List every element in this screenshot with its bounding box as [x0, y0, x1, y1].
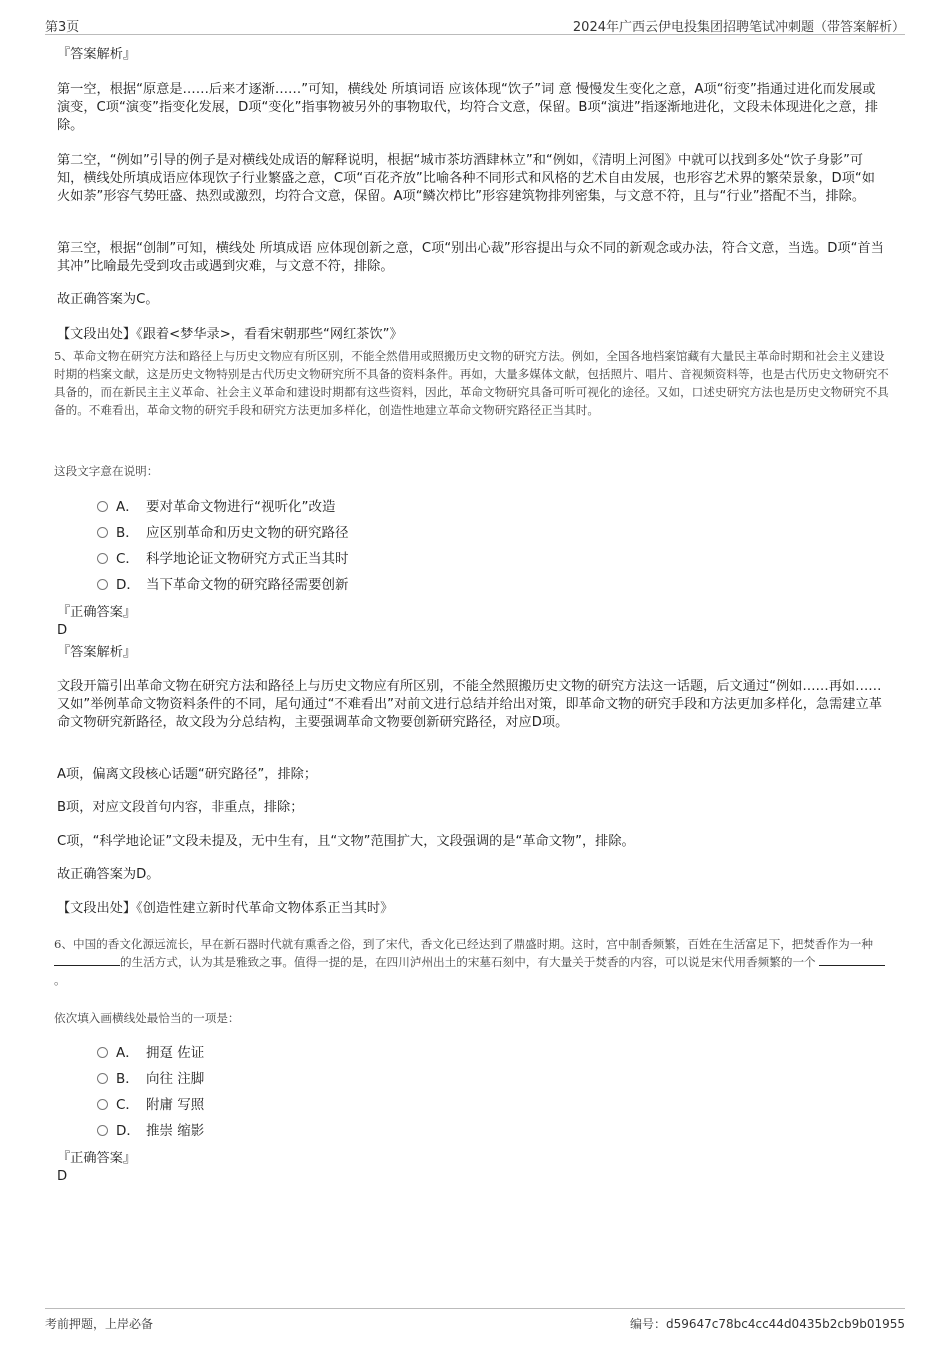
q4-analysis-p2: 第二空，“例如”引导的例子是对横线处成语的解释说明，根据“城市茶坊酒肆林立”和“例如，《清明上河图》中就可以找到多处“饮子身影”可知，横线处所填成语应体现饮子行业繁盛之意，C项“百花齐放”比喻各种不同形式和风格的艺术自由发展，也形容艺术界的繁荣景象，D项“如火如荼”形容气势旺盛、热烈或激烈，均符合文意，保留。A项“鳞次栉比”形容建筑物排列密集，与文意不符，且与“行业”搭配不当，排除。 [57, 153, 875, 204]
q6-option-b[interactable]: B． 向往 注脚 [97, 1069, 204, 1089]
q5-option-d[interactable]: D． 当下革命文物的研究路径需要创新 [97, 575, 349, 595]
radio-icon[interactable] [97, 501, 108, 512]
q5-question: 这段文字意在说明： [54, 464, 159, 478]
q5-analysis-a: A项，偏离文段核心话题“研究路径”，排除； [57, 767, 318, 782]
q6-blank-1 [54, 953, 120, 966]
q4-source: 【文段出处】《跟着<梦华录>，看看宋朝那些“网红茶饮”》 [57, 327, 403, 342]
footer-serial: 编号：d59647c78bc4cc44d0435b2cb9b01955 [629, 1317, 905, 1331]
q5-option-c[interactable]: C． 科学地论证文物研究方式正当其时 [97, 549, 349, 569]
radio-icon[interactable] [97, 1125, 108, 1136]
page-footer [45, 1308, 905, 1333]
q5-conclusion: 故正确答案为D。 [57, 867, 160, 882]
q6-option-c[interactable]: C． 附庸 写照 [97, 1095, 204, 1115]
q5-answer: D [57, 623, 68, 638]
q6-answer-label: 『正确答案』 [57, 1151, 137, 1166]
q5-option-a[interactable]: A． 要对革命文物进行“视听化”改造 [97, 497, 336, 517]
q6-option-a[interactable]: A． 拥趸 佐证 [97, 1043, 204, 1063]
q5-source: 【文段出处】《创造性建立新时代革命文物体系正当其时》 [57, 901, 394, 916]
q5-analysis-c: C项，“科学地论证”文段未提及，无中生有，且“文物”范围扩大，文段强调的是“革命文物”，排除。 [57, 834, 635, 849]
q6-question: 依次填入画横线处最恰当的一项是： [54, 1011, 240, 1025]
radio-icon[interactable] [97, 527, 108, 538]
footer-slogan: 考前押题，上岸必备 [45, 1317, 154, 1331]
q5-analysis-p1: 文段开篇引出革命文物在研究方法和路径上与历史文物应有所区别，不能全然照搬历史文物的研究方法这一话题，后文通过“例如……再如……又如”举例革命文物资料条件的不同，尾句通过“不难看出”对前文进行总结并给出对策，即革命文物的研究手段和方法更加多样化，急需建立革命文物研究新路径，故文段为分总结构，主要强调革命文物要创新研究路径，对应D项。 [57, 679, 882, 730]
q5-answer-label: 『正确答案』 [57, 605, 137, 620]
document-title: 2024年广西云伊电投集团招聘笔试冲刺题（带答案解析） [572, 20, 905, 35]
q6-stem: 6、中国的香文化源远流长，早在新石器时代就有熏香之俗，到了宋代，香文化已经达到了鼎盛时期。这时，宫中制香频繁，百姓在生活富足下，把焚香作为一种 的生活方式，认为其是雅致之事。值得一提的是，在四川泸州出土的宋墓石刻中，有大量关于焚香的内容，可以说是宋代用香频繁的一个 。 [54, 935, 890, 989]
page-number: 第3页 [45, 20, 80, 35]
q4-analysis-p3: 第三空，根据“创制”可知，横线处 所填成语 应体现创新之意，C项“别出心裁”形容提出与众不同的新观念或办法，符合文意，当选。D项“首当其冲”比喻最先受到攻击或遇到灾难，与文意不符，排除。 [57, 241, 884, 274]
q6-option-d[interactable]: D． 推崇 缩影 [97, 1121, 204, 1141]
radio-icon[interactable] [97, 1073, 108, 1084]
q4-analysis-p1: 第一空，根据“原意是……后来才逐渐……”可知，横线处 所填词语 应该体现“饮子”词 意 慢慢发生变化之意，A项“衍变”指通过进化而发展或演变，C项“演变”指变化发展，D项“变化”指事物被另外的事物取代，均符合文意，保留。B项“演进”指逐渐地进化，文段未体现进化之意，排除。 [57, 82, 879, 133]
radio-icon[interactable] [97, 1099, 108, 1110]
q5-stem: 5、革命文物在研究方法和路径上与历史文物应有所区别，不能全然借用或照搬历史文物的研究方法。例如，全国各地档案馆藏有大量民主革命时期和社会主义建设时期的档案文献，这是历史文物特别是古代历史文物研究所不具备的资料条件。再如，大量多媒体文献，包括照片、唱片、音视频资料等，也是古代历史文物研究不具备的，而在新民主主义革命、社会主义革命和建设时期都有这些资料，因此，革命文物研究具备可听可视化的途径。又如，口述史研究方法也是历史文物研究不具备的。不难看出，革命文物的研究手段和研究方法更加多样化，创造性地建立革命文物研究路径正当其时。 [54, 349, 889, 417]
q6-blank-2 [819, 953, 885, 966]
radio-icon[interactable] [97, 1047, 108, 1058]
q5-option-b[interactable]: B． 应区别革命和历史文物的研究路径 [97, 523, 349, 543]
q6-answer: D [57, 1169, 68, 1184]
q4-conclusion: 故正确答案为C。 [57, 292, 159, 307]
q4-analysis-label: 『答案解析』 [57, 47, 137, 62]
page-header [45, 14, 905, 35]
radio-icon[interactable] [97, 579, 108, 590]
radio-icon[interactable] [97, 553, 108, 564]
q5-analysis-label: 『答案解析』 [57, 645, 137, 660]
q5-analysis-b: B项，对应文段首句内容，非重点，排除； [57, 800, 304, 815]
